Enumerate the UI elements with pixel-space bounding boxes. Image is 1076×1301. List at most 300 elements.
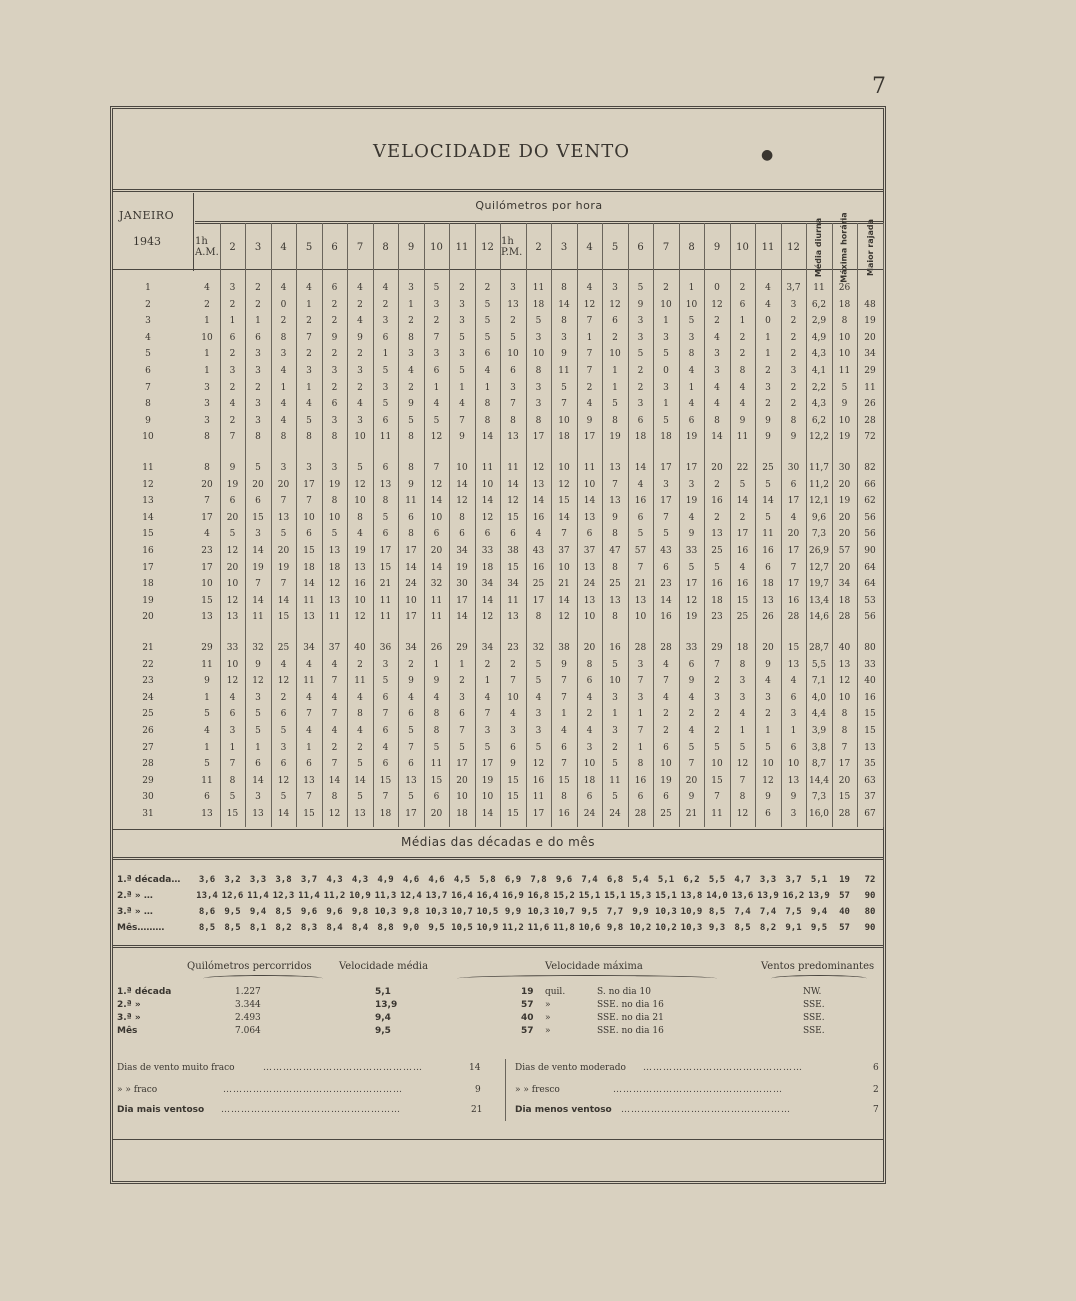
table-cell: 14	[252, 595, 264, 606]
table-cell: 4	[433, 399, 440, 410]
table-cell: 13	[379, 479, 392, 490]
table-cell: 11	[201, 659, 213, 670]
table-cell: 13	[787, 659, 800, 670]
table-cell: 7,1	[811, 676, 827, 687]
table-cell: 7	[306, 332, 312, 343]
table-cell: 4	[357, 529, 363, 540]
table-cell: 38	[558, 643, 570, 653]
table-cell: 19	[660, 775, 672, 786]
table-cell: 1	[255, 316, 261, 327]
table-cell: 1	[765, 332, 771, 343]
medias-cell: 7,4	[734, 907, 751, 917]
table-cell: 3	[229, 283, 236, 293]
table-cell: 13	[277, 512, 290, 523]
table-cell: 12	[226, 546, 239, 556]
table-cell: 9	[739, 415, 746, 426]
table-cell: 34	[303, 643, 315, 653]
table-cell: 13	[609, 463, 621, 473]
table-cell: 9	[561, 659, 567, 670]
table-cell: 15	[507, 809, 519, 819]
vmax-value: 40	[521, 1013, 534, 1023]
table-cell: 13	[252, 809, 264, 819]
table-cell: 10	[583, 759, 596, 770]
table-cell: 4	[765, 299, 771, 310]
hour-header: 10	[736, 241, 749, 253]
vp-value: SSE.	[803, 1026, 825, 1036]
medias-cell: 57	[839, 923, 850, 933]
table-cell: 18	[838, 595, 851, 606]
hour-header: 7	[662, 241, 670, 253]
medias-cell: 5,1	[657, 875, 675, 885]
table-cell: 7	[561, 529, 567, 540]
table-cell: 13	[328, 595, 341, 606]
table-cell: 19	[277, 562, 290, 573]
table-cell: 18	[736, 643, 749, 653]
table-cell: 8	[790, 415, 797, 426]
medias-cell: 10,9	[680, 907, 703, 917]
table-cell: 11	[379, 432, 392, 443]
day-label: 21	[142, 643, 154, 653]
day-label: 23	[142, 676, 154, 687]
table-cell: 14	[252, 775, 264, 786]
table-cell: 8	[535, 415, 542, 426]
table-cell: 1	[790, 726, 797, 736]
medias-cell: 11,2	[323, 891, 346, 901]
medias-cell: 11,8	[553, 923, 575, 933]
table-cell: 4	[306, 659, 312, 670]
table-cell: 17	[685, 579, 698, 590]
hour-header: 9	[713, 241, 721, 253]
table-cell: 6	[790, 692, 797, 703]
table-cell: 4	[280, 283, 287, 293]
table-cell: 7	[561, 676, 567, 687]
medias-cell: 8,6	[198, 907, 216, 917]
table-cell: 1	[433, 382, 440, 393]
table-cell: 2	[331, 382, 338, 393]
table-cell: 6	[510, 742, 516, 753]
table-cell: 11	[252, 612, 264, 623]
medias-cell: 16,8	[527, 891, 550, 901]
table-cell: 20	[430, 546, 443, 556]
table-cell: 2	[280, 316, 287, 327]
column-rule	[577, 223, 578, 827]
vp-value: NW.	[803, 987, 822, 997]
medias-cell: 6,9	[504, 875, 522, 885]
table-cell: 3	[561, 332, 567, 343]
vm-header: Velocidade média	[339, 961, 429, 972]
table-cell: 9	[790, 432, 797, 443]
table-cell: 3	[255, 529, 261, 540]
table-cell: 5	[255, 726, 261, 736]
table-cell: 10	[456, 463, 468, 473]
day-label: 11	[142, 463, 154, 473]
table-cell: 34	[481, 579, 494, 590]
table-cell: 6	[306, 529, 312, 540]
table-cell: 13	[762, 595, 774, 606]
table-cell: 8	[739, 792, 746, 803]
table-cell: 8	[612, 562, 618, 573]
table-cell: 4,1	[811, 366, 827, 376]
table-cell: 2	[714, 709, 720, 720]
table-cell: 30	[456, 579, 468, 590]
day-label: 31	[142, 809, 154, 819]
table-cell: 80	[864, 643, 876, 653]
table-cell: 3	[739, 676, 746, 687]
table-cell: 3	[382, 382, 389, 393]
table-cell: 13	[354, 562, 366, 573]
table-cell: 20	[201, 479, 213, 490]
table-cell: 8	[382, 496, 389, 507]
table-cell: 4	[204, 283, 210, 293]
table-cell: 18	[762, 579, 774, 590]
table-cell: 7	[280, 579, 287, 590]
medias-cell: 8,5	[198, 923, 216, 933]
medias-cell: 13,4	[196, 891, 218, 901]
leader-dots: …………………………………………	[643, 1063, 803, 1073]
table-cell: 14	[354, 775, 366, 786]
table-cell: 12	[481, 512, 494, 523]
table-cell: 13	[303, 612, 315, 623]
table-cell: 1	[255, 742, 261, 753]
table-cell: 28	[634, 809, 647, 819]
table-cell: 3	[280, 463, 287, 473]
table-cell: 9	[841, 399, 848, 410]
table-cell: 2	[714, 512, 720, 523]
column-rule	[679, 223, 680, 827]
table-cell: 17	[787, 546, 800, 556]
table-cell: 2	[739, 512, 746, 523]
table-cell: 64	[864, 579, 876, 590]
hour-header: 6	[637, 241, 644, 253]
medias-cell: 8,3	[300, 923, 318, 933]
hour-header: 8	[688, 241, 695, 253]
table-cell: 17	[532, 432, 545, 443]
table-cell: 5	[229, 529, 236, 540]
medias-cell: 8,8	[377, 923, 394, 933]
leader-dots: ………………………………………………	[221, 1105, 401, 1115]
day-label: 10	[142, 432, 154, 443]
table-cell: 1	[484, 676, 491, 687]
table-cell: 10	[583, 612, 596, 623]
table-cell: 3	[459, 316, 465, 327]
column-rule	[220, 223, 221, 827]
table-cell: 4	[204, 529, 210, 540]
day-label: 2	[145, 299, 151, 310]
table-cell: 5	[433, 415, 440, 426]
table-cell: 6	[255, 332, 261, 343]
table-cell: 18	[303, 562, 315, 573]
medias-cell: 10,3	[425, 907, 448, 917]
column-rule	[704, 223, 705, 827]
table-cell: 19	[354, 546, 366, 556]
table-cell: 13	[609, 496, 621, 507]
table-cell: 4	[688, 366, 695, 376]
table-cell: 15	[430, 775, 443, 786]
table-cell: 5	[280, 792, 287, 803]
table-cell: 38	[507, 546, 519, 556]
column-rule	[296, 223, 297, 827]
dias-fresco-label: » » fresco	[515, 1085, 560, 1095]
table-cell: 5	[408, 415, 414, 426]
table-cell: 4	[688, 692, 695, 703]
table-cell: 12	[328, 809, 341, 819]
table-cell: 4	[357, 726, 363, 736]
medias-top-rule	[113, 829, 883, 830]
table-cell: 9	[408, 479, 414, 490]
table-cell: 2	[280, 692, 287, 703]
table-cell: 2	[790, 316, 797, 327]
table-cell: 4	[229, 692, 236, 703]
dias-moderado-label: Dias de vento moderado	[515, 1063, 626, 1073]
table-cell: 14	[558, 299, 570, 310]
table-cell: 3	[306, 366, 312, 376]
medias-cell: 10,5	[476, 907, 499, 917]
vm-value: 13,9	[375, 1000, 398, 1010]
table-cell: 72	[864, 432, 876, 443]
table-cell: 15	[558, 775, 570, 786]
table-cell: 6	[433, 366, 440, 376]
table-cell: 20	[583, 643, 596, 653]
table-cell: 64	[864, 562, 876, 573]
table-cell: 15	[864, 726, 876, 736]
table-cell: 23	[660, 579, 672, 590]
table-cell: 16	[736, 579, 749, 590]
medias-cell: 13,9	[808, 891, 830, 901]
day-label: 16	[142, 546, 154, 556]
table-cell: 5	[255, 709, 261, 720]
medias-cell: 9,6	[300, 907, 318, 917]
table-cell: 11	[609, 775, 621, 786]
table-cell: 12	[277, 676, 290, 687]
table-cell: 21	[634, 579, 647, 590]
table-cell: 2	[229, 415, 236, 426]
table-cell: 17	[660, 496, 672, 507]
table-cell: 16	[634, 496, 647, 507]
table-cell: 2	[484, 283, 491, 293]
table-cell: 4	[765, 676, 771, 687]
table-cell: 2	[331, 742, 338, 753]
medias-cell: 10,9	[349, 891, 371, 901]
table-cell: 16	[660, 612, 672, 623]
dia-menos-ventoso-label: Dia menos ventoso	[515, 1105, 612, 1115]
medias-cell: 8,2	[275, 923, 292, 933]
table-cell: 2	[255, 299, 261, 310]
medias-cell: 9,6	[555, 875, 573, 885]
column-rule	[857, 223, 858, 827]
table-cell: 2	[331, 349, 338, 360]
column-rule	[424, 223, 425, 827]
table-cell: 7	[586, 366, 593, 376]
table-cell: 7	[561, 399, 567, 410]
table-cell: 5	[382, 366, 389, 376]
table-cell: 1	[688, 382, 695, 393]
table-cell: 13	[583, 595, 596, 606]
table-cell: 2	[586, 382, 593, 393]
table-cell: 2	[714, 479, 720, 490]
table-cell: 6	[433, 792, 440, 803]
table-cell: 1	[739, 316, 746, 327]
table-cell: 5	[765, 742, 771, 753]
medias-cell: 4,7	[734, 875, 751, 885]
table-cell: 32	[532, 643, 545, 653]
table-cell: 17	[405, 612, 417, 623]
table-cell: 34	[405, 643, 417, 653]
table-cell: 57	[634, 546, 647, 556]
table-cell: 5	[306, 415, 312, 426]
table-cell: 2	[306, 316, 312, 327]
table-cell: 12,2	[808, 432, 830, 443]
table-cell: 4	[331, 659, 338, 670]
table-cell: 3	[255, 692, 261, 703]
medias-cell: 10,6	[578, 923, 601, 933]
table-cell: 5	[714, 562, 720, 573]
vmax-value: 19	[521, 987, 534, 997]
table-cell: 20	[838, 479, 851, 490]
km-header: Quilómetros percorridos	[187, 961, 312, 972]
table-cell: 2	[255, 382, 261, 393]
table-cell: 6	[229, 332, 236, 343]
medias-cell: 9,5	[428, 923, 445, 933]
bottom-rule	[113, 1139, 883, 1140]
table-cell: 2	[688, 709, 695, 720]
table-cell: 4	[382, 742, 389, 753]
hour-header: 3	[560, 241, 568, 253]
table-cell: 14	[277, 595, 290, 606]
table-cell: 15	[711, 775, 723, 786]
table-cell: 4	[357, 399, 363, 410]
table-cell: 13	[634, 595, 647, 606]
medias-cell: 3,3	[759, 875, 777, 885]
vp-value: SSE.	[803, 1000, 825, 1010]
table-cell: 1	[408, 299, 414, 310]
table-cell: 29	[864, 366, 876, 376]
medias-cell: 16,2	[782, 891, 805, 901]
table-cell: 2	[357, 742, 363, 753]
table-cell: 2	[484, 659, 491, 670]
header-month-cell	[113, 193, 194, 271]
table-cell: 12	[838, 676, 851, 687]
table-cell: 13	[507, 612, 519, 623]
table-cell: 25	[277, 643, 290, 653]
table-cell: 3	[408, 349, 414, 360]
medias-cell: 7,7	[606, 907, 624, 917]
table-cell: 28	[864, 415, 876, 426]
table-cell: 7	[255, 579, 261, 590]
table-cell: 8	[459, 512, 465, 523]
table-cell: 17	[583, 432, 596, 443]
table-cell: 3	[765, 382, 771, 393]
table-cell: 4	[790, 512, 797, 523]
table-cell: 14	[583, 496, 596, 507]
table-cell: 2	[739, 349, 746, 360]
table-cell: 9	[688, 529, 695, 540]
table-cell: 7	[637, 676, 644, 687]
table-cell: 6,2	[811, 299, 827, 310]
table-cell: 20	[838, 562, 851, 573]
table-cell: 19	[481, 775, 494, 786]
table-cell: 3	[714, 692, 720, 703]
table-cell: 8	[433, 709, 440, 720]
table-cell: 12	[736, 759, 749, 770]
table-frame	[110, 106, 886, 1184]
table-cell: 3	[255, 415, 261, 426]
table-cell: 18	[456, 809, 468, 819]
table-cell: 63	[864, 775, 876, 786]
medias-cell: 5,1	[810, 875, 828, 885]
table-cell: 6	[484, 529, 491, 540]
table-cell: 1	[204, 742, 210, 753]
table-cell: 10	[838, 332, 851, 343]
table-cell: 3,7	[786, 283, 801, 293]
medias-cell: 15,2	[553, 891, 575, 901]
table-cell: 6	[306, 759, 312, 770]
extra-col-header	[833, 211, 857, 283]
table-cell: 20	[277, 546, 290, 556]
table-cell: 5	[841, 382, 848, 393]
table-cell: 10	[787, 759, 800, 770]
table-cell: 14	[481, 595, 494, 606]
table-cell: 1	[765, 349, 771, 360]
table-cell: 13	[328, 546, 341, 556]
table-cell: 7	[433, 332, 440, 343]
page-number: 7	[872, 74, 886, 99]
table-cell: 11	[583, 463, 596, 473]
table-cell: 3	[331, 463, 338, 473]
table-cell: 5	[612, 659, 618, 670]
table-cell: 11	[762, 529, 774, 540]
table-cell: 2	[357, 299, 363, 310]
medias-cell: 12,3	[272, 891, 295, 901]
table-cell: 10	[481, 479, 494, 490]
table-cell: 1	[663, 399, 669, 410]
table-cell: 1	[382, 349, 389, 360]
table-cell: 17	[481, 759, 494, 770]
table-cell: 6	[382, 415, 389, 426]
table-cell: 5	[739, 742, 746, 753]
table-cell: 23	[711, 612, 723, 623]
table-cell: 8	[255, 432, 261, 443]
table-cell: 24	[405, 579, 417, 590]
table-cell: 5	[535, 316, 542, 327]
medias-cell: 72	[864, 875, 876, 885]
table-cell: 19	[328, 479, 341, 490]
table-cell: 10	[609, 676, 621, 687]
table-cell: 3	[663, 382, 669, 393]
table-cell: 11	[303, 676, 315, 687]
medias-cell: 13,6	[731, 891, 754, 901]
table-cell: 11	[430, 759, 443, 770]
table-cell: 5	[280, 726, 287, 736]
table-cell: 3	[790, 299, 797, 310]
table-cell: 8	[484, 415, 491, 426]
table-cell: 14	[558, 595, 570, 606]
medias-cell: 3,6	[198, 875, 216, 885]
table-cell: 1	[204, 349, 210, 360]
vp-header: Ventos predominantes	[761, 961, 875, 972]
vmax-direction: SSE. no dia 16	[597, 1026, 664, 1036]
vm-value: 5,1	[375, 987, 391, 997]
table-cell: 7	[739, 775, 746, 786]
table-cell: 9	[510, 759, 516, 770]
table-cell: 18	[634, 432, 647, 443]
table-cell: 5	[535, 742, 542, 753]
medias-row-label: 2.ª » …	[117, 891, 153, 901]
medias-cell: 7,4	[759, 907, 777, 917]
table-cell: 8	[357, 512, 363, 523]
table-cell: 4	[382, 283, 389, 293]
table-cell: 11	[354, 676, 366, 687]
medias-cell: 8,4	[351, 923, 369, 933]
